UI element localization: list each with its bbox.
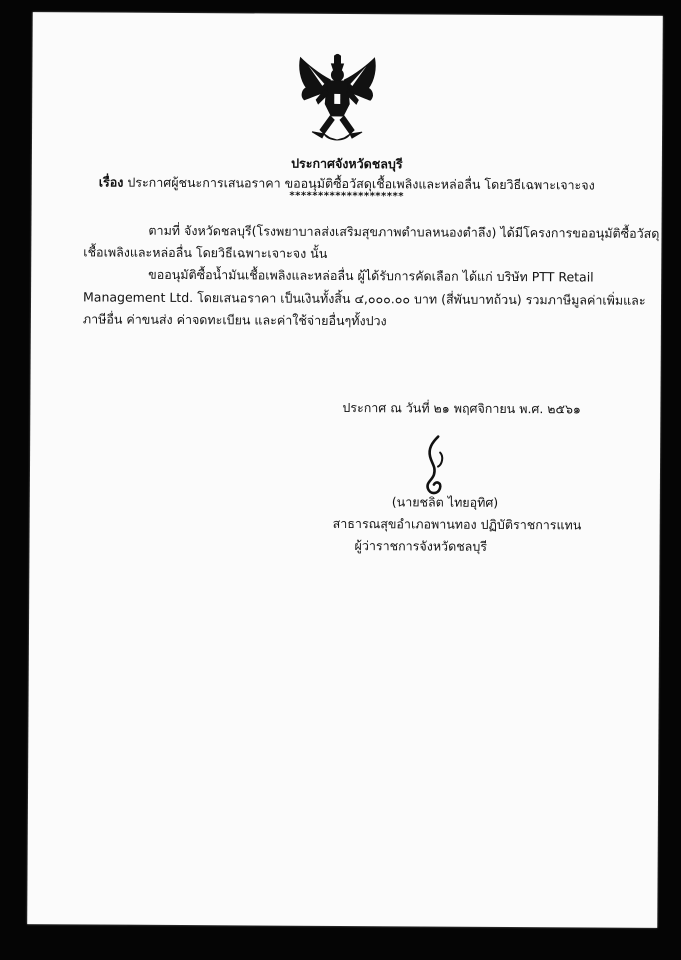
signatory-name: (นายชลิต ไทยอุทิศ) [391, 494, 499, 510]
separator-line: ******************** [289, 190, 405, 203]
announce-date: ประกาศ ณ วันที่ ๒๑ พฤศจิกายน พ.ศ. ๒๕๖๑ [342, 399, 581, 417]
document-page [27, 12, 663, 928]
signatory-position-2: ผู้ว่าราชการจังหวัดชลบุรี [354, 538, 488, 554]
paragraph-1-line-1: ตามที่ จังหวัดชลบุรี(โรงพยาบาลส่งเสริมสุขภาพตำบลหนองตำลึง) ได้มีโครงการขออนุมัติซื้อวัสดุ [148, 222, 660, 241]
document-title: ประกาศจังหวัดชลบุรี [291, 155, 403, 172]
garuda-emblem-icon [294, 54, 381, 147]
paragraph-2-line-2: Management Ltd. โดยเสนอราคา เป็นเงินทั้งสิ้น ๔,๐๐๐.๐๐ บาท (สี่พันบาทถ้วน) รวมภาษีมูลค่าเพิ่มและ [83, 289, 646, 308]
paragraph-2-line-1: ขออนุมัติซื้อน้ำมันเชื้อเพลิงและหล่อลื่น ผู้ได้รับการคัดเลือก ได้แก่ บริษัท PTT Retail [148, 266, 594, 285]
subject-text: ประกาศผู้ชนะการเสนอราคา ขออนุมัติซื้อวัสดุเชื้อเพลิงและหล่อลื่น โดยวิธีเฉพาะเจาะจง [127, 174, 595, 193]
paragraph-2-line-3: ภาษีอื่น ค่าขนส่ง ค่าจดทะเบียน และค่าใช้จ่ายอื่นๆทั้งปวง [82, 311, 387, 329]
paragraph-1-line-2: เชื้อเพลิงและหล่อลื่น โดยวิธีเฉพาะเจาะจง นั้น [83, 244, 328, 261]
subject-label: เรื่อง [98, 174, 124, 190]
signature-icon [418, 434, 454, 498]
signatory-position-1: สาธารณสุขอำเภอพานทอง ปฏิบัติราชการแทน [332, 515, 582, 533]
